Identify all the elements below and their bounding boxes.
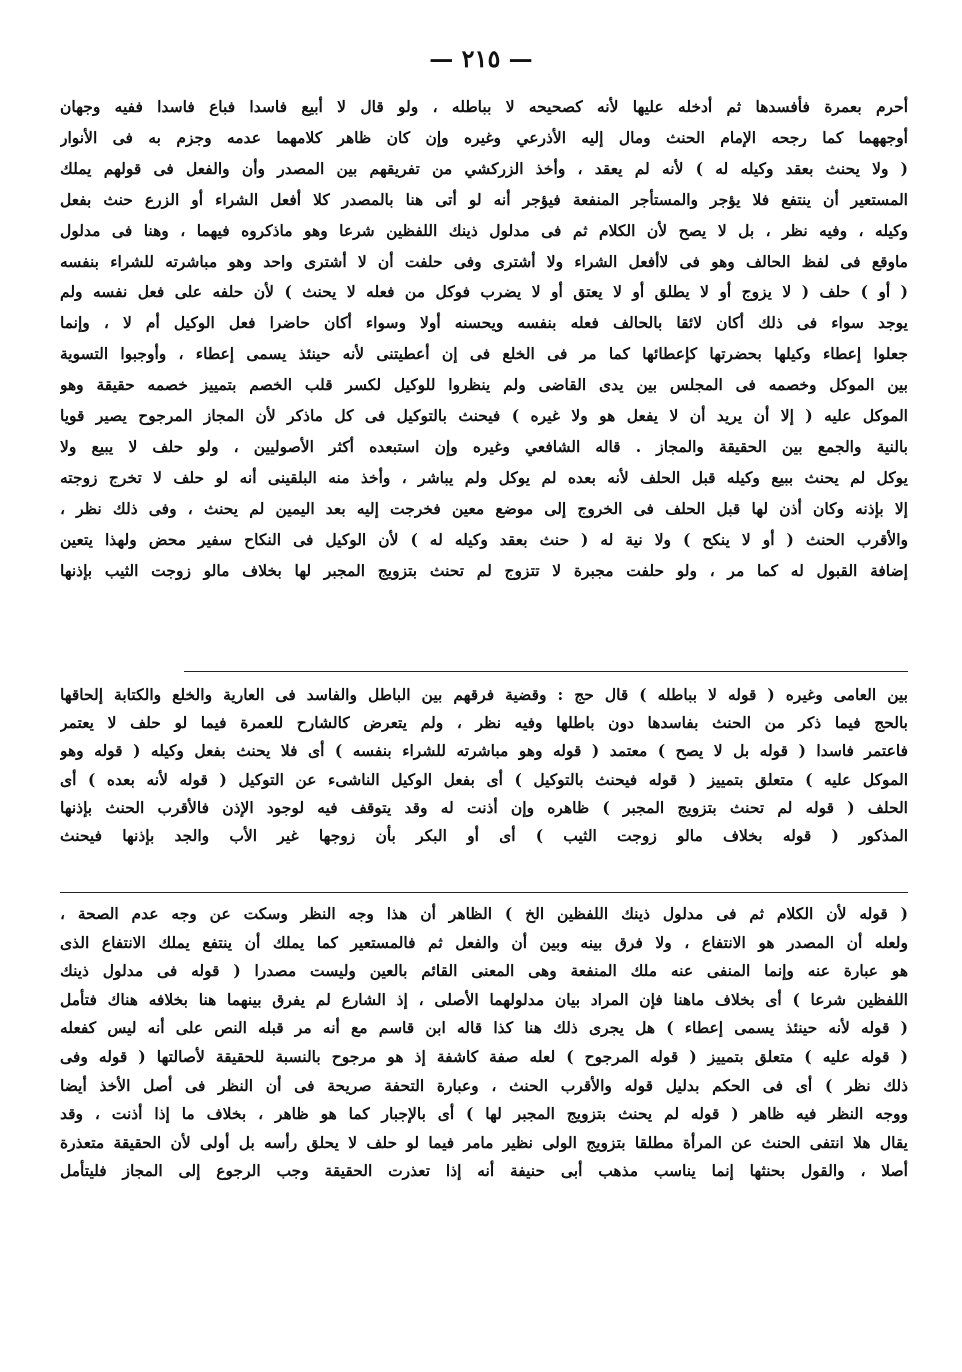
main-text-line: يوكل لم يحنث ببيع وكيله قبل الحلف لأنه بعده لم يوكل ولم يباشر ، وأخذ منه البلقينى أنه لو حلف لا تخرج زوجته [60, 467, 908, 487]
footnote-line: ولعله أن المصدر هو الانتفاع ، ولا فرق بينه وبين أن والفعل ثم فالمستعير كما يملك أن ينتفع يملك الانتفاع الذى [60, 932, 908, 952]
main-text [60, 92, 908, 587]
main-text-line: وكيله ، وفيه نظر ، بل لا يصح لأن الكلام ثم فى مدلول ذينك اللفظين شرعا وهو ماذكروه فيهما ، وهنا فى مدلول [60, 220, 908, 240]
main-text-line: بالنية والجمع بين الحقيقة والمجاز . قاله الشافعي وغيره وإن استبعده أكثر الأصوليين ، ولو حلف لا يبيع ولا [60, 436, 908, 456]
main-text-line: والأقرب الحنث ( أو لا ينكح ) ولا نية له ( حنث بعقد وكيله له ) لأن الوكيل فى النكاح سفير محض ولهذا يتعين [60, 529, 908, 549]
main-text-line: جعلوا إعطاء وكيلها بحضرتها كإعطائها كما مر فى الخلع فى إن أعطيتنى لأنه حينئذ يسمى إعطاء ، وأوجبوا التسوية [60, 344, 908, 364]
footnote-line: ( قوله عليه ) متعلق بتمييز ( قوله المرجوح ) لعله صفة كاشفة إذ هو مرجوح بالنسبة للحقيقة لأصالتها ( قوله وفى [60, 1046, 908, 1066]
main-text-line: الموكل عليه ( إلا أن يريد أن لا يفعل هو ولا غيره ) فيحنث بالتوكيل فى كل ماذكر لأن المجاز المرجوح يصير قويا [60, 406, 908, 426]
footnote-line: يقال هلا انتفى الحنث عن المرأة مطلقا بتزويج الولى نظير مامر فيما لو حلف لا يحلق رأسه بل أولى لأن الحقيقة متعذرة [60, 1132, 908, 1152]
main-text-line: يوجد سواء فى ذلك أكان لائقا بالحالف فعله بنفسه ويحسنه أولا وسواء أكان حاضرا فعل الوكيل أم لا ، وإنما [60, 313, 908, 333]
footnote-divider [184, 671, 908, 672]
footnote-line: الموكل عليه ) متعلق بتمييز ( قوله فيحنث بالتوكيل ) أى بفعل الوكيل الناشىء عن التوكيل ( قوله لأنه بعده ) أى [60, 769, 908, 789]
footnote-line: ( قوله لأنه حينئذ يسمى إعطاء ) هل يجرى ذلك هنا كذا قاله ابن قاسم مع أنه مر قبله النص على أنه ليس كفعله [60, 1018, 908, 1038]
footnote-commentary-second [60, 900, 908, 1186]
footnote-line: ووجه النظر فيه ظاهر ( قوله لم يحنث بتزويج المجبر لها ) أى بالإجبار كما هو ظاهر ، بخلاف ما إذا أذنت ، وقد [60, 1104, 908, 1124]
footnote-line: اللفظين شرعا ) أى بخلاف ماهنا فإن المراد بيان مدلولهما الأصلى ، إذ الشارع لم يفرق بينهما هنا بخلافه هناك فتأمل [60, 989, 908, 1009]
footnote-line: هو عبارة عنه وإنما المنفى عنه ملك المنفعة وهى المعنى القائم بالعين وليست مصدرا ( قوله فى مدلول ذينك [60, 961, 908, 981]
footnote-line: ذلك نظر ) أى فى الحكم بدليل قوله والأقرب الحنث ، وعبارة التحفة صريحة فى أن النظر فى أصل الأخذ أيضا [60, 1075, 908, 1095]
main-text-line: إضافة القبول له كما مر ، ولو حلفت مجبرة لا تتزوج لم تحنث بتزويج المجبر لها بخلاف مالو زوجت الثيب بإذنها [60, 560, 908, 580]
main-text-line: ( ولا يحنث بعقد وكيله له ) لأنه لم يعقد ، وأخذ الزركشي من تفريقهم بين المصدر وأن والفعل فى قولهم يملك [60, 158, 908, 178]
main-text-line: المستعير أن ينتفع فلا يؤجر والمستأجر المنفعة فيؤجر أنه لو أتى هنا بالمصدر كلا أفعل الشراء أو الزرع حنث بفعل [60, 189, 908, 209]
main-text-line: ماوقع فى لفظ الحالف وهو فى لاأفعل الشراء ولا أشترى وفى حلفت أن لا أشترى واحد وهو مباشرته للشراء بنفسه [60, 251, 908, 271]
main-text-line: أوجههما كما رجحه الإمام الحنث ومال إليه الأذرعي وغيره وإن كان ظاهر كلامهما عدمه وجزم به فى الأنوار [60, 127, 908, 147]
footnote-line: بين العامى وغيره ( قوله لا بباطله ) قال حج : وقضية فرقهم بين الباطل والفاسد فى العارية والخلع والكتابة إلحاقها [60, 685, 908, 704]
footnote-line: المذكور ( قوله بخلاف مالو زوجت الثيب ) أى أو البكر بأن زوجها غير الأب والجد بإذنها فيحنث [60, 826, 908, 846]
main-text-line: أحرم بعمرة فأفسدها ثم أدخله عليها لأنه كصحيحه لا بباطله ، ولو قال لا أبيع فاسدا فباع فاسدا ففيه وجهان [60, 97, 908, 116]
footnote-line: فاعتمر فاسدا ( قوله بل لا يصح ) معتمد ( قوله وهو مباشرته للشراء بنفسه ) أى فلا يحنث بفعل وكيله ( قوله وهو [60, 741, 908, 761]
footnote-commentary-first [60, 681, 908, 850]
main-text-line: بين الموكل وخصمه فى المجلس بين يدى القاضى ولم ينظروا للوكيل لكسر قلب الخصم بتمييز خصمه حقيقة وهو [60, 375, 908, 395]
main-text-line: ( أو ) حلف ( لا يزوج أو لا يطلق أو لا يعتق أو لا يضرب فوكل من فعله لا يحنث ) لأن حلفه على فعل نفسه ولم [60, 282, 908, 302]
main-text-line: إلا بإذنه وكان أذن لها قبل الحلف فى الخروج إلى موضع معين فخرجت إليه بعد اليمين لم يحنث ، وفى ذلك نظر ، [60, 498, 908, 518]
footnote-line: أصلا ، والقول بحنثها إنما يناسب مذهب أبى حنيفة أنه إذا تعذرت الحقيقة وجب الرجوع إلى المجاز فليتأمل [60, 1161, 908, 1181]
footnote-line: بالحج فيما ذكر من الحنث بفاسدها دون باطلها وفيه نظر ، ولم يتعرض كالشارح للعمرة فيما لو حلف لا يعتمر [60, 713, 908, 733]
footnote-line: ( قوله لأن الكلام ثم فى مدلول ذينك اللفظين الخ ) الظاهر أن هذا وجه النظر وسكت عن وجه عدم الصحة ، [60, 904, 908, 923]
page-number: — ٢١٥ — [429, 44, 533, 73]
footnote-divider [60, 892, 908, 893]
footnote-line: الحلف ( قوله لم تحنث بتزويج المجبر ) ظاهره وإن أذنت له وقد يتوقف فيه لوجود الإذن فالأقرب الحنث بإذنها [60, 797, 908, 817]
